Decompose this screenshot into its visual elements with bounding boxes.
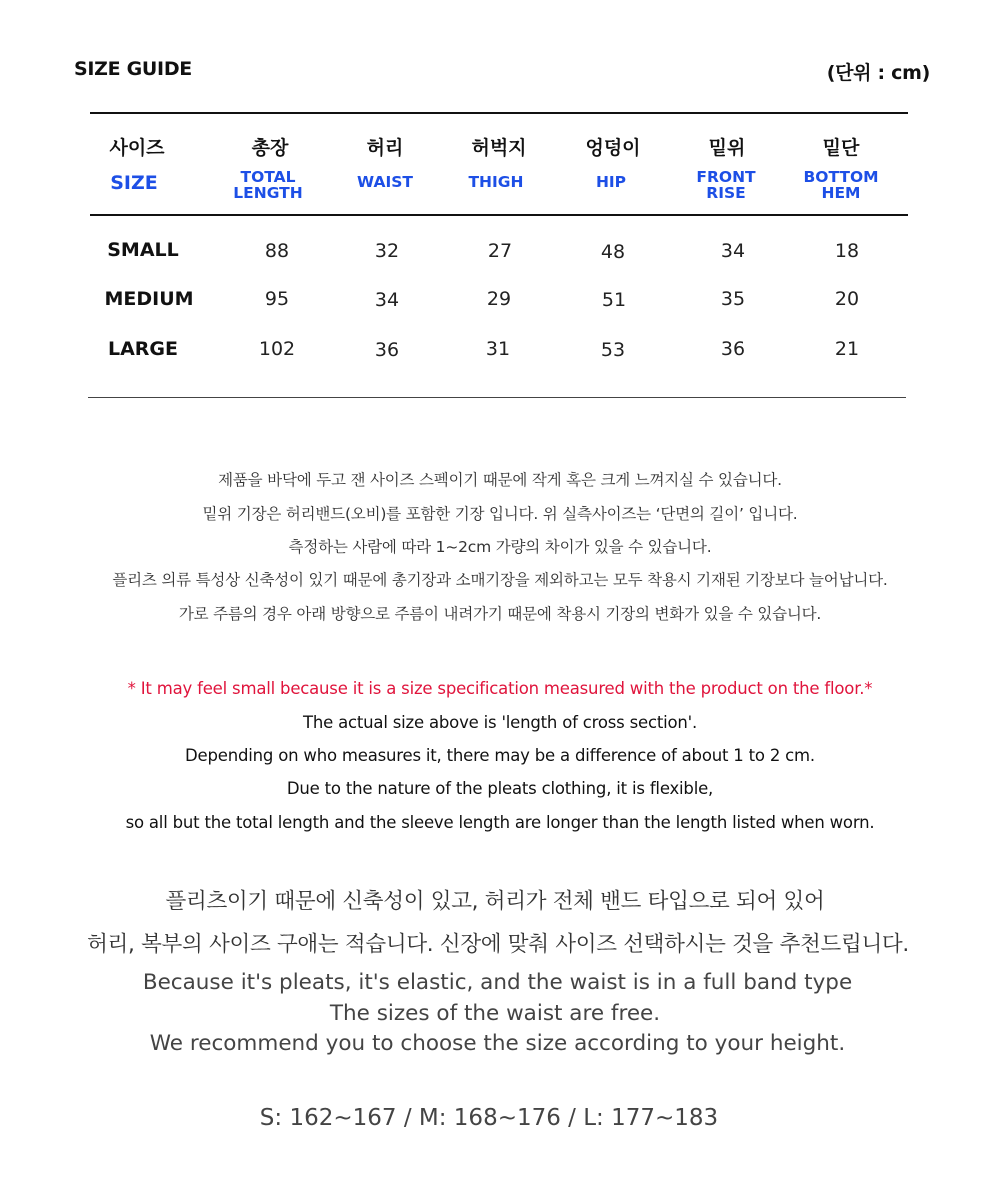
cell-waist: 34 (374, 289, 400, 311)
cell-bottom-hem: 21 (834, 338, 860, 360)
cell-thigh: 31 (485, 338, 511, 360)
column-header-hip-en: HIP (595, 173, 627, 191)
column-header-bottom-hem-en-line2: HEM (821, 184, 861, 202)
column-header-bottom-hem-ko: 밑단 (822, 137, 860, 159)
column-header-thigh-en: THIGH (468, 173, 524, 191)
note-en-4: so all but the total length and the sleeve length are longer than the length listed when worn. (125, 813, 875, 832)
unit-label: (단위 : cm) (826, 62, 930, 84)
cell-front-rise: 35 (720, 288, 746, 310)
cell-waist: 36 (374, 339, 400, 361)
row-label-small: SMALL (107, 239, 179, 261)
column-header-front-rise-en-line2: RISE (706, 184, 746, 202)
column-header-waist-en: WAIST (357, 173, 413, 191)
cell-bottom-hem: 18 (834, 240, 860, 262)
size-guide-title: SIZE GUIDE (74, 58, 192, 80)
recommend-en-2: The sizes of the waist are free. (329, 1001, 661, 1026)
column-header-total-length-ko: 총장 (251, 137, 289, 159)
column-header-front-rise-ko: 밑위 (708, 137, 746, 159)
column-header-thigh-ko: 허벅지 (471, 137, 527, 159)
height-range: S: 162~167 / M: 168~176 / L: 177~183 (259, 1105, 719, 1131)
column-header-size-ko: 사이즈 (109, 137, 165, 159)
cell-bottom-hem: 20 (834, 288, 860, 310)
column-header-total-length-en-line1: TOTAL (240, 168, 296, 186)
note-en-1: The actual size above is 'length of cross section'. (302, 713, 698, 732)
table-bottom-rule (88, 397, 906, 398)
column-header-bottom-hem-en (771, 169, 911, 201)
row-label-medium: MEDIUM (104, 288, 194, 310)
column-header-hip-ko: 엉덩이 (585, 137, 641, 159)
cell-hip: 53 (600, 339, 626, 361)
table-top-rule (90, 112, 908, 114)
note-ko-3: 측정하는 사람에 따라 1~2cm 가량의 차이가 있을 수 있습니다. (288, 538, 712, 556)
note-ko-5: 가로 주름의 경우 아래 방향으로 주름이 내려가기 때문에 착용시 기장의 변화가 있을 수 있습니다. (178, 605, 822, 623)
cell-waist: 32 (374, 240, 400, 262)
cell-front-rise: 36 (720, 338, 746, 360)
column-header-bottom-hem-en-line1: BOTTOM (803, 168, 879, 186)
note-en-3: Due to the nature of the pleats clothing, it is flexible, (286, 779, 714, 798)
cell-total-length: 88 (264, 240, 290, 262)
recommend-en-3: We recommend you to choose the size according to your height. (149, 1031, 846, 1056)
cell-hip: 51 (601, 289, 627, 311)
column-header-total-length-en-line2: LENGTH (233, 184, 303, 202)
column-header-waist-ko: 허리 (366, 137, 404, 159)
note-en-2: Depending on who measures it, there may be a difference of about 1 to 2 cm. (185, 746, 815, 765)
cell-thigh: 27 (487, 240, 513, 262)
recommend-en-1: Because it's pleats, it's elastic, and the waist is in a full band type (142, 970, 853, 995)
row-label-large: LARGE (107, 338, 179, 360)
note-en-warning: * It may feel small because it is a size specification measured with the product on the floor.* (127, 679, 873, 698)
cell-thigh: 29 (486, 288, 512, 310)
note-ko-4: 플리츠 의류 특성상 신축성이 있기 때문에 총기장과 소매기장을 제외하고는 모두 착용시 기재된 기장보다 늘어납니다. (112, 571, 888, 589)
recommend-ko-1: 플리츠이기 때문에 신축성이 있고, 허리가 전체 밴드 타입으로 되어 있어 (165, 889, 825, 914)
note-ko-2: 밑위 기장은 허리밴드(오비)를 포함한 기장 입니다. 위 실측사이즈는 ‘단면의 길이’ 입니다. (202, 505, 798, 523)
cell-front-rise: 34 (720, 240, 746, 262)
cell-total-length: 102 (258, 338, 296, 360)
note-ko-1: 제품을 바닥에 두고 잰 사이즈 스펙이기 때문에 작게 혹은 크게 느껴지실 수 있습니다. (218, 471, 782, 489)
cell-total-length: 95 (264, 288, 290, 310)
recommend-ko-2: 허리, 복부의 사이즈 구애는 적습니다. 신장에 맞춰 사이즈 선택하시는 것을 추천드립니다. (87, 932, 909, 957)
column-header-size-en: SIZE (110, 172, 158, 194)
column-header-front-rise-en-line1: FRONT (696, 168, 756, 186)
table-header-rule (90, 214, 908, 216)
cell-hip: 48 (600, 241, 626, 263)
